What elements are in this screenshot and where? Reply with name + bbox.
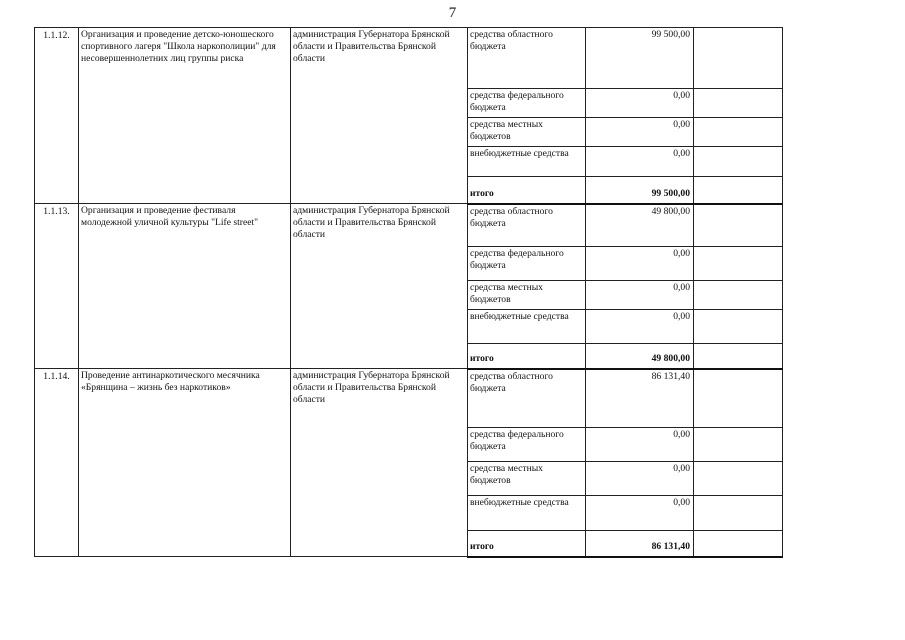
funding-amount: 0,00 bbox=[586, 118, 694, 147]
item-number: 1.1.13. bbox=[35, 204, 79, 369]
funding-source: средства федерального бюджета bbox=[468, 428, 586, 462]
funding-amount: 0,00 bbox=[586, 147, 694, 177]
funding-source: средства местных бюджетов bbox=[468, 462, 586, 496]
funding-amount: 86 131,40 bbox=[586, 369, 694, 428]
item-name: Проведение антинаркотического месячника «Брянщина – жизнь без наркотиков» bbox=[79, 369, 291, 557]
funding-source: внебюджетные средства bbox=[468, 496, 586, 531]
table-row bbox=[35, 28, 783, 89]
empty-cell bbox=[694, 344, 783, 369]
total-label: итого bbox=[468, 177, 586, 204]
total-amount: 99 500,00 bbox=[586, 177, 694, 204]
funding-source: средства федерального бюджета bbox=[468, 89, 586, 118]
item-number: 1.1.12. bbox=[35, 28, 79, 204]
total-label: итого bbox=[468, 344, 586, 369]
page-number: 7 bbox=[448, 5, 457, 21]
total-amount: 49 800,00 bbox=[586, 344, 694, 369]
funding-source: внебюджетные средства bbox=[468, 147, 586, 177]
item-name: Организация и проведение фестиваля молодежной уличной культуры "Life street" bbox=[79, 204, 291, 369]
funding-amount: 0,00 bbox=[586, 428, 694, 462]
item-name: Организация и проведение детско-юношеского спортивного лагеря "Школа наркополиции" для несовершеннолетних лиц группы риска bbox=[79, 28, 291, 204]
empty-cell bbox=[694, 28, 783, 89]
funding-amount: 0,00 bbox=[586, 89, 694, 118]
budget-table bbox=[34, 27, 783, 558]
table-row bbox=[35, 369, 783, 428]
funding-source: средства федерального бюджета bbox=[468, 247, 586, 281]
empty-cell bbox=[694, 281, 783, 310]
funding-source: внебюджетные средства bbox=[468, 310, 586, 344]
empty-cell bbox=[694, 496, 783, 531]
funding-amount: 99 500,00 bbox=[586, 28, 694, 89]
empty-cell bbox=[694, 118, 783, 147]
funding-source: средства местных бюджетов bbox=[468, 118, 586, 147]
funding-source: средства местных бюджетов bbox=[468, 281, 586, 310]
item-executor: администрация Губернатора Брянской области и Правительства Брянской области bbox=[291, 204, 468, 369]
empty-cell bbox=[694, 177, 783, 204]
table-row bbox=[35, 204, 783, 247]
total-label: итого bbox=[468, 531, 586, 557]
funding-source: средства областного бюджета bbox=[468, 369, 586, 428]
item-executor: администрация Губернатора Брянской области и Правительства Брянской области bbox=[291, 28, 468, 204]
funding-amount: 0,00 bbox=[586, 310, 694, 344]
empty-cell bbox=[694, 247, 783, 281]
funding-amount: 0,00 bbox=[586, 462, 694, 496]
funding-amount: 49 800,00 bbox=[586, 204, 694, 247]
empty-cell bbox=[694, 531, 783, 557]
empty-cell bbox=[694, 428, 783, 462]
empty-cell bbox=[694, 462, 783, 496]
funding-amount: 0,00 bbox=[586, 247, 694, 281]
funding-amount: 0,00 bbox=[586, 496, 694, 531]
item-executor: администрация Губернатора Брянской области и Правительства Брянской области bbox=[291, 369, 468, 557]
empty-cell bbox=[694, 89, 783, 118]
empty-cell bbox=[694, 204, 783, 247]
funding-source: средства областного бюджета bbox=[468, 28, 586, 89]
funding-source: средства областного бюджета bbox=[468, 204, 586, 247]
empty-cell bbox=[694, 369, 783, 428]
total-amount: 86 131,40 bbox=[586, 531, 694, 557]
funding-amount: 0,00 bbox=[586, 281, 694, 310]
empty-cell bbox=[694, 310, 783, 344]
item-number: 1.1.14. bbox=[35, 369, 79, 557]
empty-cell bbox=[694, 147, 783, 177]
